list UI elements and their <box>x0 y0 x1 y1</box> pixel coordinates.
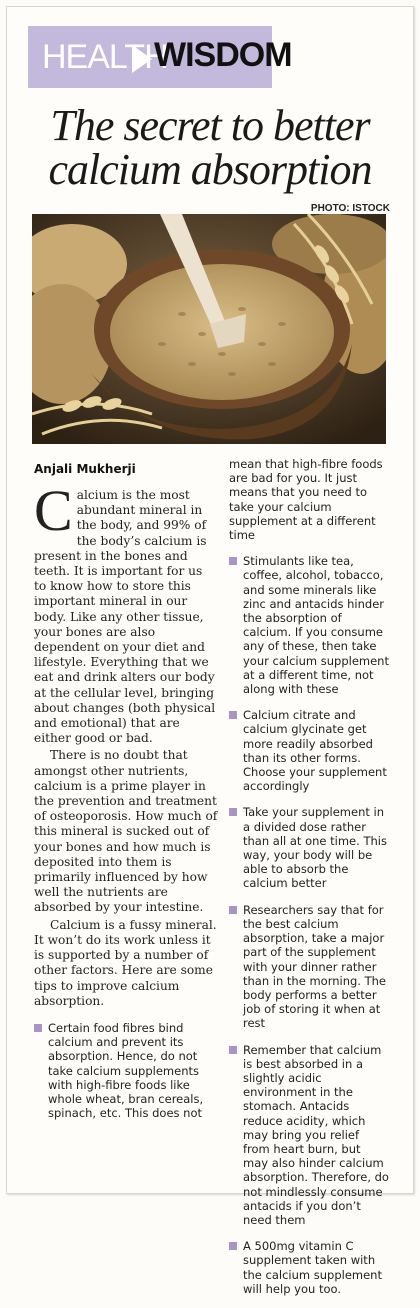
drop-cap: C <box>34 478 73 543</box>
tip-item <box>229 554 389 696</box>
tip-text: A 500mg vitamin C supplement taken with the calcium supplement will help you too. <box>243 1239 382 1296</box>
article-headline: The secret to better calcium absorption <box>48 101 372 194</box>
bullet-square-icon <box>229 557 237 565</box>
tip-continuation: mean that high-fibre foods are bad for you. It just means that you need to take your calcium supplement at a different time <box>229 457 383 543</box>
article-column-left <box>34 478 218 1132</box>
tip-text: Calcium citrate and calcium glycinate get more readily absorbed than its other forms. Choose your supplement accordingly <box>243 708 387 794</box>
banner-arrow-icon <box>132 45 152 73</box>
tip-text: Stimulants like tea, coffee, alcohol, tobacco, and some minerals like zinc and antacids hinder the absorption of calcium. If you consume any of these, then take your calcium supplement at a different time, not along with these <box>243 554 389 697</box>
banner-health-text: HEALTH <box>42 38 168 76</box>
article-column-right <box>229 457 389 1308</box>
tip-text: Certain food fibres bind calcium and prevent its absorption. Hence, do not take calcium supplements with high-fibre foods like whole wheat, bran cereals, spinach, etc. This does not <box>48 1020 204 1121</box>
tip-item <box>229 708 389 793</box>
paragraph-text: alcium is the most abundant mineral in the body, and 99% of the body’s calcium is present in the bones and teeth. It is important for us to know how to store this important mineral in our body. Like any other tissue, your bones are also dependent on your diet and lifestyle. Everything that we eat and drink alters our body at the cellular level, bringing about changes (both physical and emotional) that are either good or bad. <box>34 488 216 746</box>
body-paragraph: There is no doubt that amongst other nutrients, calcium is a prime player in the prevention and treatment of osteoporosis. How much of this mineral is sucked out of your bones and how much is deposited into them is primarily influenced by how well the nutrients are absorbed by your intestine. <box>34 748 218 915</box>
bullet-square-icon <box>229 906 237 914</box>
body-paragraph: Calcium is a fussy mineral. It won’t do its work unless it is supported by a number of other factors. Here are some tips to improve calcium absorption. <box>34 917 217 1008</box>
bullet-square-icon <box>229 1046 237 1054</box>
tip-item <box>229 903 389 1031</box>
article-photo <box>32 214 386 444</box>
tip-item <box>229 1043 389 1228</box>
author-byline: Anjali Mukherji <box>34 462 136 476</box>
tip-item <box>34 1021 218 1120</box>
tip-text: Researchers say that for the best calcium absorption, take a major part of the supplement with your dinner rather than in the morning. The body performs a better job of storing it when at rest <box>243 902 386 1031</box>
tip-item <box>229 1239 389 1296</box>
bullet-square-icon <box>229 711 237 719</box>
tip-text: Remember that calcium is best absorbed in a slightly acidic environment in the stomach. Antacids reduce acidity, which may bring you relief from heart burn, but may also hinder calcium absorption. Therefore, do not mindlessly consume antacids if you don’t need them <box>243 1042 389 1227</box>
bullet-square-icon <box>229 808 237 816</box>
tip-text: Take your supplement in a divided dose rather than all at one time. This way, your body will be able to absorb the calcium better <box>243 805 387 891</box>
photo-credit: PHOTO: ISTOCK <box>310 203 390 214</box>
bullet-square-icon <box>229 1242 237 1250</box>
body-paragraph <box>34 478 218 746</box>
tip-item <box>229 805 389 890</box>
banner-wisdom-text: WISDOM <box>154 36 292 74</box>
grain-bowl-illustration <box>32 214 386 444</box>
bullet-square-icon <box>34 1024 42 1032</box>
